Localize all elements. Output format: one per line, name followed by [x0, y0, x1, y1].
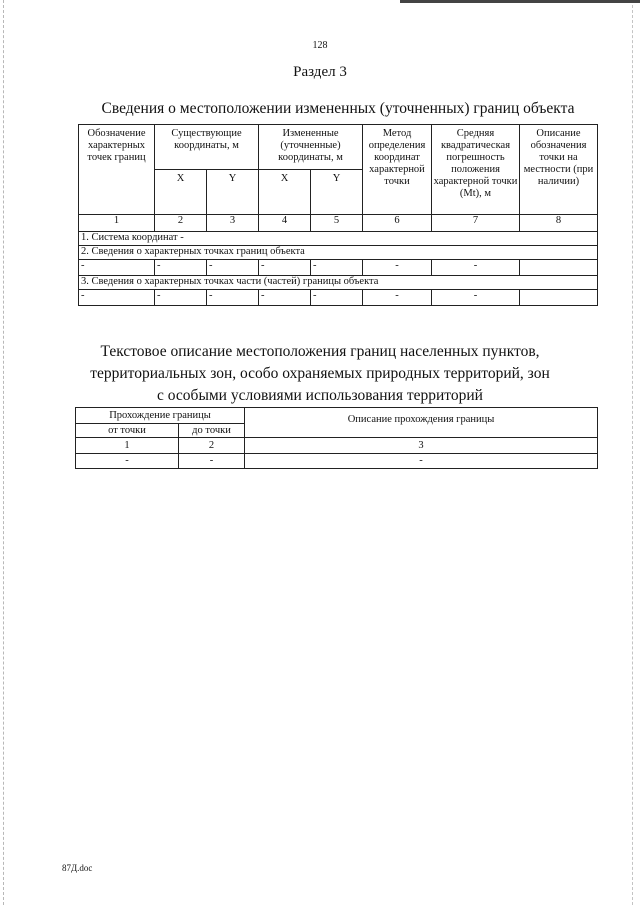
table-cell: - [311, 260, 363, 276]
table-cell: - [79, 260, 155, 276]
scan-top-mark [400, 0, 640, 3]
table-cell: - [432, 290, 520, 306]
header-description: Описание обозначения точки на местности (при наличии) [520, 125, 598, 215]
header-changed-x: X [259, 170, 311, 215]
table-cell: - [76, 454, 179, 469]
table-cell: - [311, 290, 363, 306]
table-cell: - [432, 260, 520, 276]
description-title-line: Текстовое описание местоположения границ населенных пунктов, [100, 343, 540, 360]
column-number: 6 [363, 215, 432, 232]
header-existing-y: Y [207, 170, 259, 215]
row-part-points: 3. Сведения о характерных точках части (частей) границы объекта [79, 276, 598, 290]
header-to-point: до точки [179, 424, 245, 438]
header-point-designation: Обозначение характерных точек границ [79, 125, 155, 215]
table-cell: - [79, 290, 155, 306]
table-cell: - [179, 454, 245, 469]
table-cell: - [363, 260, 432, 276]
description-title-line: с особыми условиями использования территорий [157, 387, 483, 404]
header-changed-coords: Измененные (уточненные) координаты, м [259, 125, 363, 170]
column-number: 5 [311, 215, 363, 232]
table-cell [520, 290, 598, 306]
column-number: 2 [155, 215, 207, 232]
section-heading: Сведения о местоположении измененных (уточненных) границ объекта [101, 100, 575, 117]
scan-edge-right [632, 0, 634, 905]
column-number: 1 [79, 215, 155, 232]
description-title-line: территориальных зон, особо охраняемых природных территорий, зон [90, 365, 550, 382]
column-number: 7 [432, 215, 520, 232]
column-number: 2 [179, 438, 245, 454]
section-title: Раздел 3 [293, 64, 347, 80]
description-title [0, 341, 640, 407]
column-number: 8 [520, 215, 598, 232]
column-number: 1 [76, 438, 179, 454]
column-number: 3 [207, 215, 259, 232]
header-method: Метод определения координат характерной точки [363, 125, 432, 215]
header-from-point: от точки [76, 424, 179, 438]
table-cell: - [363, 290, 432, 306]
table-cell: - [207, 260, 259, 276]
table-cell: - [155, 290, 207, 306]
header-existing-x: X [155, 170, 207, 215]
coordinates-table [78, 124, 598, 306]
scan-edge-left [3, 0, 5, 905]
row-boundary-points: 2. Сведения о характерных точках границ объекта [79, 246, 598, 260]
table-cell: - [259, 260, 311, 276]
row-coordinate-system: 1. Система координат - [79, 232, 598, 246]
header-boundary-passage: Прохождение границы [76, 408, 245, 424]
header-changed-y: Y [311, 170, 363, 215]
table-cell: - [207, 290, 259, 306]
header-existing-coords: Существующие координаты, м [155, 125, 259, 170]
table-cell: - [245, 454, 598, 469]
page-number: 128 [312, 40, 328, 51]
header-error: Средняя квадратическая погрешность положения характерной точки (Mt), м [432, 125, 520, 215]
column-number: 3 [245, 438, 598, 454]
table-cell [520, 260, 598, 276]
file-name-footer: 87Д.doc [62, 863, 93, 873]
table-cell: - [155, 260, 207, 276]
column-number: 4 [259, 215, 311, 232]
table-cell: - [259, 290, 311, 306]
header-passage-description: Описание прохождения границы [245, 408, 598, 438]
boundary-route-table [75, 407, 598, 469]
